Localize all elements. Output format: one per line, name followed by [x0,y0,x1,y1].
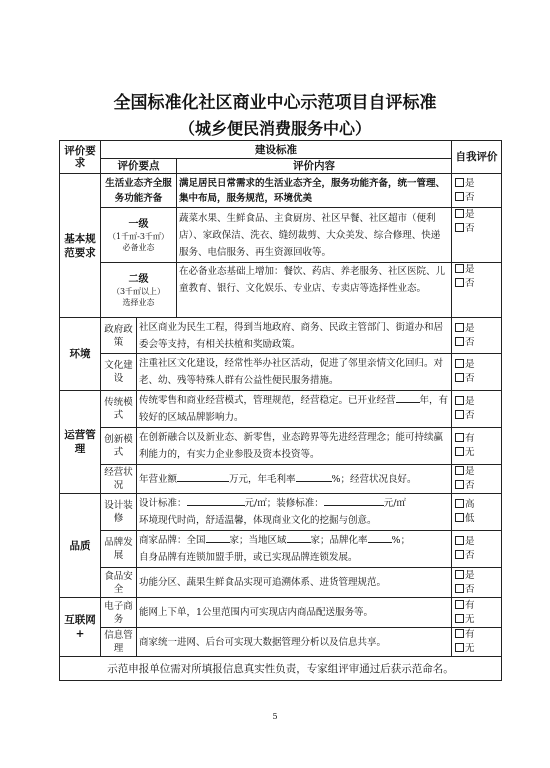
point-label: 电子商务 [101,598,137,628]
table-row [60,628,502,657]
content-text: 商家统一进网、后台可实现大数据管理分析以及信息共享。 [137,628,452,657]
table-row [60,568,502,598]
years-blank[interactable] [396,392,420,403]
table-row [60,428,502,465]
table-row [60,598,502,628]
self-eval-options: 是 否 [452,391,502,428]
header-eval-req: 评价要求 [60,141,101,174]
level-note: 必备业态 [122,242,155,252]
checkbox[interactable] [455,536,464,545]
point-label: 食品安全 [101,568,137,598]
self-eval-options: 高 低 [452,494,502,531]
category-quality: 品质 [60,494,101,598]
self-eval-options: 是 否 [452,263,502,318]
checkbox[interactable] [455,278,464,287]
national-brand-blank[interactable] [206,532,230,543]
footer-note: 示范申报单位需对所填报信息真实性负责，专家组评审通过后获示范命名。 [60,657,502,681]
checkbox[interactable] [455,614,464,623]
point-label: 品牌发展 [101,531,137,568]
checkbox[interactable] [455,337,464,346]
checkbox[interactable] [455,550,464,559]
page-title: 全国标准化社区商业中心示范项目自评标准 [113,93,437,113]
checkbox[interactable] [455,192,464,201]
content-text: 传统零售和商业经营模式，管理规范，经营稳定。已开业经营 年，有较好的区域品牌影响力。 [137,391,452,428]
self-eval-options: 是 否 [452,208,502,263]
header-content: 评价内容 [177,159,452,174]
margin-blank[interactable] [296,471,332,482]
header-self-eval: 自我评价 [452,141,502,174]
checkbox[interactable] [455,584,464,593]
content-text: 在必备业态基础上增加：餐饮、药店、养老服务、社区医院、儿童教育、银行、文化娱乐、专业店、专卖店等选择性业态。 [177,263,452,318]
checkbox[interactable] [455,629,464,638]
design-std-blank[interactable] [187,495,245,506]
table-row [60,174,502,208]
checkbox[interactable] [455,264,464,273]
self-eval-options: 是 否 [452,354,502,391]
self-eval-options: 有 无 [452,428,502,465]
checkbox[interactable] [455,643,464,652]
checkbox[interactable] [455,499,464,508]
decor-std-blank[interactable] [324,495,384,506]
category-env: 环境 [60,318,101,391]
point-label: 设计装修 [101,494,137,531]
table-row [60,531,502,568]
self-eval-options: 是 否 [452,318,502,354]
table-row [60,208,502,263]
table-row [60,465,502,494]
category-internet: 互联网+ [60,598,101,657]
level-cell [101,263,177,318]
page-number: 5 [272,712,278,721]
checkbox[interactable] [455,480,464,489]
point-label: 信息管理 [101,628,137,657]
page-subtitle: （城乡便民消费服务中心） [178,119,371,138]
level-label: 一级 [128,218,149,230]
table-row [60,657,502,681]
level-note: 选择业态 [122,297,155,307]
table-row [60,263,502,318]
content-text: 在创新融合以及新业态、新零售，业态跨界等先进经营理念；能可持续赢利能力的，有实力企业参股及资本投资等。 [137,428,452,465]
table-row [60,318,502,354]
header-build-std: 建设标准 [101,141,452,159]
checkbox[interactable] [455,359,464,368]
content-text: 设计标准： 元/㎡；装修标准： 元/㎡ 环境现代时尚，舒适温馨，体现商业文化的挖掘与创意。 [137,494,452,531]
content-text: 注重社区文化建设，经常性举办社区活动，促进了邻里亲情文化回归。对老、幼、残等特殊人群有公益性便民服务措施。 [137,354,452,391]
category-ops: 运营管理 [60,391,101,494]
content-text: 满足居民日常需求的生活业态齐全，服务功能齐备，统一管理、集中布局，服务规范，环境优美 [177,174,452,208]
point-label: 政府政策 [101,318,137,354]
level-size: （3千㎡以上） [111,286,166,296]
brand-rate-blank[interactable] [368,532,392,543]
local-brand-blank[interactable] [287,532,311,543]
checkbox[interactable] [455,223,464,232]
self-eval-options: 是 否 [452,174,502,208]
checkbox[interactable] [455,600,464,609]
checkbox[interactable] [455,178,464,187]
point-label: 创新模式 [101,428,137,465]
checkbox[interactable] [455,323,464,332]
category-basic: 基本规范要求 [60,174,101,318]
point-label: 文化建设 [101,354,137,391]
content-text: 蔬菜水果、生鲜食品、主食厨房、社区早餐、社区超市（便利店）、家政保洁、洗衣、缝纫裁剪、大众美发、综合修理、快递服务、电信服务、再生资源回收等。 [177,208,452,263]
evaluation-table [59,140,502,681]
self-eval-options: 有 无 [452,628,502,657]
self-eval-options: 是 否 [452,465,502,494]
checkbox[interactable] [455,209,464,218]
content-text: 能网上下单，1公里范围内可实现店内商品配送服务等。 [137,598,452,628]
revenue-blank[interactable] [177,471,229,482]
checkbox[interactable] [455,447,464,456]
content-text: 商家品牌：全国 家；当地区域 家；品牌化率 %； 自身品牌有连锁加盟手册，或已实现品牌连锁发展。 [137,531,452,568]
self-eval-options: 是 否 [452,531,502,568]
content-text: 社区商业为民生工程，得到当地政府、商务、民政主管部门、街道办和居委会等支持，有相关扶植和奖励政策。 [137,318,452,354]
table-row [60,391,502,428]
checkbox[interactable] [455,466,464,475]
level-label: 二级 [128,273,149,285]
checkbox[interactable] [455,570,464,579]
header-points: 评价要点 [101,159,177,174]
level-cell [101,208,177,263]
table-row [60,494,502,531]
level-size: （1千㎡-3千㎡） [108,231,169,241]
self-eval-options: 是 否 [452,568,502,598]
table-row [60,354,502,391]
content-text: 年营业额 万元，年毛利率 %；经营状况良好。 [137,465,452,494]
checkbox[interactable] [455,410,464,419]
checkbox[interactable] [455,396,464,405]
point-label: 经营状况 [101,465,137,494]
self-eval-options: 有 无 [452,598,502,628]
point-label: 生活业态齐全服务功能齐备 [101,174,177,208]
checkbox[interactable] [455,433,464,442]
checkbox[interactable] [455,513,464,522]
point-label: 传统模式 [101,391,137,428]
checkbox[interactable] [455,373,464,382]
content-text: 功能分区、蔬果生鲜食品实现可追溯体系、进货管理规范。 [137,568,452,598]
